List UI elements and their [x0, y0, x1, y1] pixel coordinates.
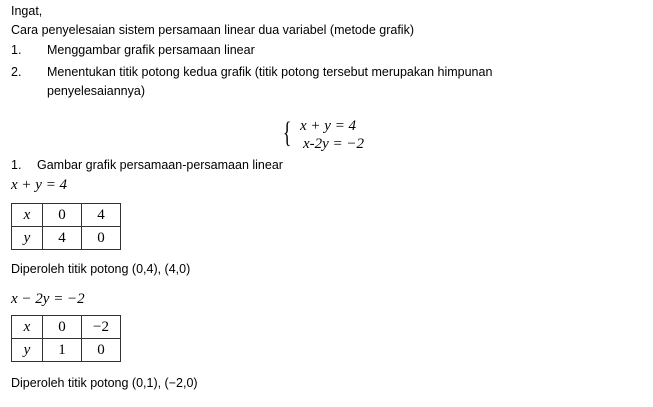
cell: 0: [43, 316, 82, 339]
cell: 4: [82, 204, 121, 227]
eq2-result: Diperoleh titik potong (0,1), (−2,0): [11, 376, 198, 390]
intro-line: Cara penyelesaian sistem persamaan linear dua variabel (metode grafik): [11, 23, 414, 37]
table-row: [12, 316, 121, 339]
step-1-text: Menggambar grafik persamaan linear: [47, 43, 255, 57]
eq1-table: [11, 203, 121, 250]
cell: y: [12, 339, 43, 362]
eq2-table: [11, 315, 121, 362]
cell: 0: [82, 227, 121, 250]
table-row: [12, 339, 121, 362]
eq2-label: x − 2y = −2: [11, 291, 85, 307]
cell: x: [12, 316, 43, 339]
system-brace: {: [282, 116, 292, 149]
eq1-result: Diperoleh titik potong (0,4), (4,0): [11, 262, 191, 276]
cell: 1: [43, 339, 82, 362]
cell: −2: [82, 316, 121, 339]
table-row: [12, 204, 121, 227]
step-1-number: 1.: [11, 43, 22, 57]
eq1-label: x + y = 4: [11, 177, 68, 193]
system-eq1: x + y = 4: [300, 118, 357, 134]
section-number: 1.: [11, 158, 22, 172]
step-2-text: Menentukan titik potong kedua grafik (titik potong tersebut merupakan himpunan: [47, 65, 493, 79]
intro-title: Ingat,: [11, 4, 43, 18]
cell: x: [12, 204, 43, 227]
section-title: Gambar grafik persamaan-persamaan linear: [37, 158, 283, 172]
system-eq2: x-2y = −2: [303, 136, 365, 152]
table-row: [12, 227, 121, 250]
cell: 0: [43, 204, 82, 227]
cell: 0: [82, 339, 121, 362]
step-2-number: 2.: [11, 65, 22, 79]
step-2-text-cont: penyelesaiannya): [47, 84, 145, 98]
cell: y: [12, 227, 43, 250]
cell: 4: [43, 227, 82, 250]
